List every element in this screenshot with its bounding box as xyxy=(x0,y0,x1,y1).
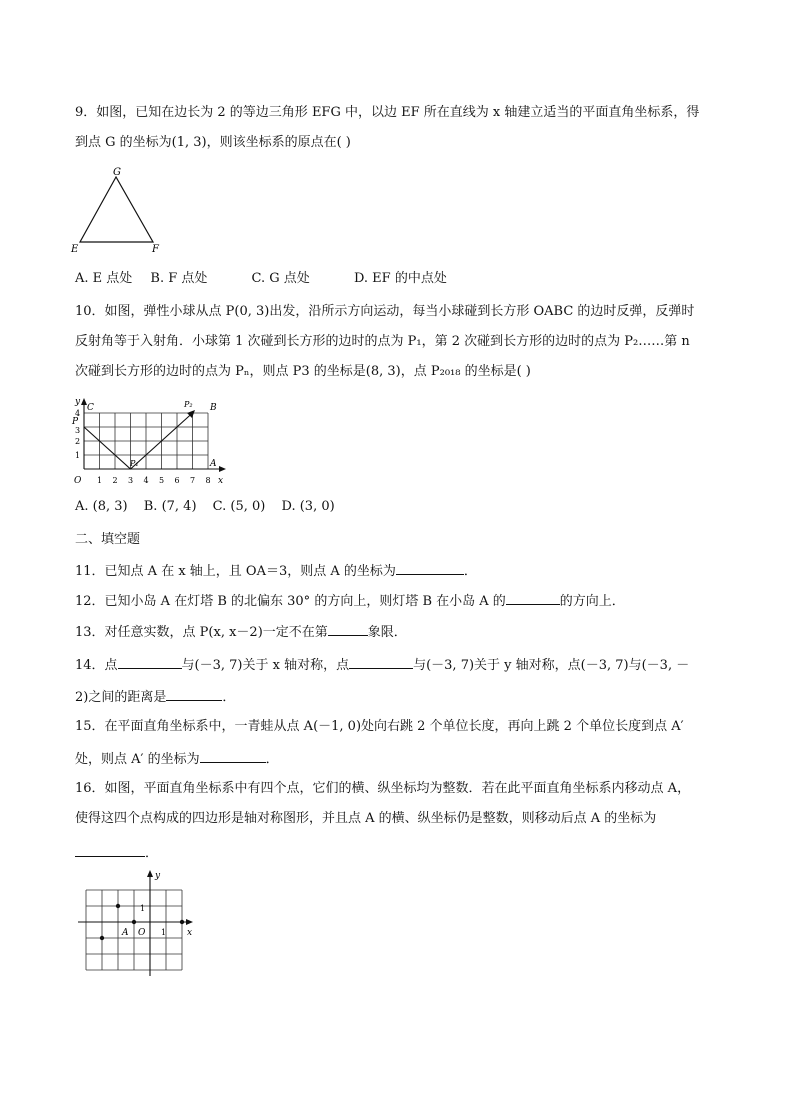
label-g: G xyxy=(113,167,121,178)
y-tick-4: 4 xyxy=(75,409,81,418)
x-tick-1: 1 xyxy=(97,476,103,485)
point-right xyxy=(180,920,184,924)
q14-text-3: 与(－3, 7)关于 y 轴对称，点(－3, 7)与(－3, － xyxy=(413,658,690,673)
label-c: C xyxy=(87,403,94,413)
q14-text-5: ． xyxy=(222,690,236,705)
q11-answer-blank[interactable] xyxy=(396,561,464,575)
q9-option-d[interactable]: D. EF 的中点处 xyxy=(353,271,447,286)
point-a xyxy=(132,920,136,924)
q10-option-d[interactable]: D. (3, 0) xyxy=(281,499,335,514)
y-tick-3: 3 xyxy=(75,426,81,435)
q13 xyxy=(75,622,407,642)
y-tick-2: 2 xyxy=(75,437,81,446)
x-tick-5: 5 xyxy=(159,476,165,485)
label-b: B xyxy=(210,403,217,413)
q9-text-line-2: 到点 G 的坐标为(1, 3)，则该坐标系的原点在( ) xyxy=(75,135,351,150)
q14-answer-blank-2[interactable] xyxy=(349,655,413,669)
q11 xyxy=(75,561,477,581)
q14-text-1: 14．点 xyxy=(75,658,118,673)
x-tick-8: 8 xyxy=(205,476,211,485)
q12-answer-blank[interactable] xyxy=(506,591,560,605)
q9-text-line-1: 9．如图，已知在边长为 2 的等边三角形 EFG 中，以边 EF 所在直线为 x 轴建立适当的平面直角坐标系，得 xyxy=(75,105,700,120)
q15-end: ． xyxy=(265,752,279,767)
x-tick-6: 6 xyxy=(174,476,180,485)
q12-text: 12．已知小岛 A 在灯塔 B 的北偏东 30° 的方向上，则灯塔 B 在小岛 A 的 xyxy=(75,594,506,609)
q16-answer-blank[interactable] xyxy=(75,843,145,857)
q10-grid-figure xyxy=(66,393,236,488)
q14-answer-blank-1[interactable] xyxy=(118,655,182,669)
x-tick-4: 4 xyxy=(143,476,149,485)
q12-end: 的方向上． xyxy=(559,594,625,609)
q10-text-line-3: 次碰到长方形的边时的点为 Pₙ，则点 P3 的坐标是(8, 3)，点 P₂₀₁₈ 的坐标是( ) xyxy=(75,364,531,379)
label-p2: P₂ xyxy=(184,400,193,409)
point-upper-left xyxy=(116,904,120,908)
section-title: 二、填空题 xyxy=(75,532,141,547)
label-a: A xyxy=(122,928,129,938)
x-tick-2: 2 xyxy=(112,476,118,485)
q12 xyxy=(75,591,625,611)
q11-text: 11．已知点 A 在 x 轴上，且 OA＝3，则点 A 的坐标为 xyxy=(75,564,396,579)
q15-text-2: 处，则点 A′ 的坐标为 xyxy=(75,752,200,767)
label-f: F xyxy=(152,244,159,255)
label-p: P xyxy=(72,417,79,427)
q14-answer-blank-3[interactable] xyxy=(166,687,222,701)
q16-line-3 xyxy=(75,843,158,863)
y-axis-label: y xyxy=(155,871,161,881)
label-p1: P₁ xyxy=(130,459,139,468)
q15-line-2 xyxy=(75,749,279,769)
q9-option-b[interactable]: B. F 点处 xyxy=(150,271,208,286)
q10-text-line-2: 反射角等于入射角．小球第 1 次碰到长方形的边时的点为 P₁，第 2 次碰到长方形的边时的点为 P₂……第 n xyxy=(75,334,690,349)
x-tick-7: 7 xyxy=(190,476,196,485)
q9-option-c[interactable]: C. G 点处 xyxy=(251,271,310,286)
q13-end: 象限． xyxy=(367,625,407,640)
x-axis-label: x xyxy=(218,476,224,486)
x-tick-3: 3 xyxy=(128,476,134,485)
q14-line-2 xyxy=(75,687,235,707)
q9-triangle-figure xyxy=(68,165,168,255)
q14-text-2: 与(－3, 7)关于 x 轴对称，点 xyxy=(181,658,350,673)
point-lower-left xyxy=(100,936,104,940)
q9-options xyxy=(75,270,447,288)
y-tick-1: 1 xyxy=(140,904,146,913)
x-axis-arrow xyxy=(186,919,193,925)
q11-end: ． xyxy=(463,564,477,579)
q15-answer-blank[interactable] xyxy=(200,749,266,763)
q13-text: 13．对任意实数，点 P(x, x－2)一定不在第 xyxy=(75,625,328,640)
q14-text-4: 2)之间的距离是 xyxy=(75,690,167,705)
q16-text-line-2: 使得这四个点构成的四边形是轴对称图形，并且点 A 的横、纵坐标仍是整数，则移动后点 A 的坐标为 xyxy=(75,811,657,826)
q16-end: ． xyxy=(145,846,159,861)
q10-option-c[interactable]: C. (5, 0) xyxy=(212,499,266,514)
x-tick-1: 1 xyxy=(161,928,167,937)
q10-option-b[interactable]: B. (7, 4) xyxy=(143,499,197,514)
q14-line-1 xyxy=(75,655,689,675)
y-tick-1: 1 xyxy=(75,451,81,460)
label-a: A xyxy=(210,459,217,469)
origin-label: O xyxy=(74,476,82,486)
q13-answer-blank[interactable] xyxy=(328,622,368,636)
origin-label: O xyxy=(138,928,146,938)
x-axis-arrow xyxy=(219,466,226,472)
q10-text-line-1: 10．如图，弹性小球从点 P(0, 3)出发，沿所示方向运动，每当小球碰到长方形 OABC 的边时反弹，反弹时 xyxy=(75,304,695,319)
q15-text-line-1: 15．在平面直角坐标系中，一青蛙从点 A(－1, 0)处向右跳 2 个单位长度，再向上跳 2 个单位长度到点 A′ xyxy=(75,719,684,734)
x-axis-label: x xyxy=(187,928,193,938)
y-axis-arrow xyxy=(147,870,153,877)
q10-option-a[interactable]: A. (8, 3) xyxy=(75,499,128,514)
q10-options xyxy=(75,498,335,516)
q16-coordinate-figure xyxy=(76,868,201,976)
y-axis-label: y xyxy=(75,397,81,407)
q16-text-line-1: 16．如图，平面直角坐标系中有四个点，它们的横、纵坐标均为整数．若在此平面直角坐标系内移动点 A， xyxy=(75,781,691,796)
label-e: E xyxy=(71,244,79,255)
q9-option-a[interactable]: A. E 点处 xyxy=(75,271,133,286)
